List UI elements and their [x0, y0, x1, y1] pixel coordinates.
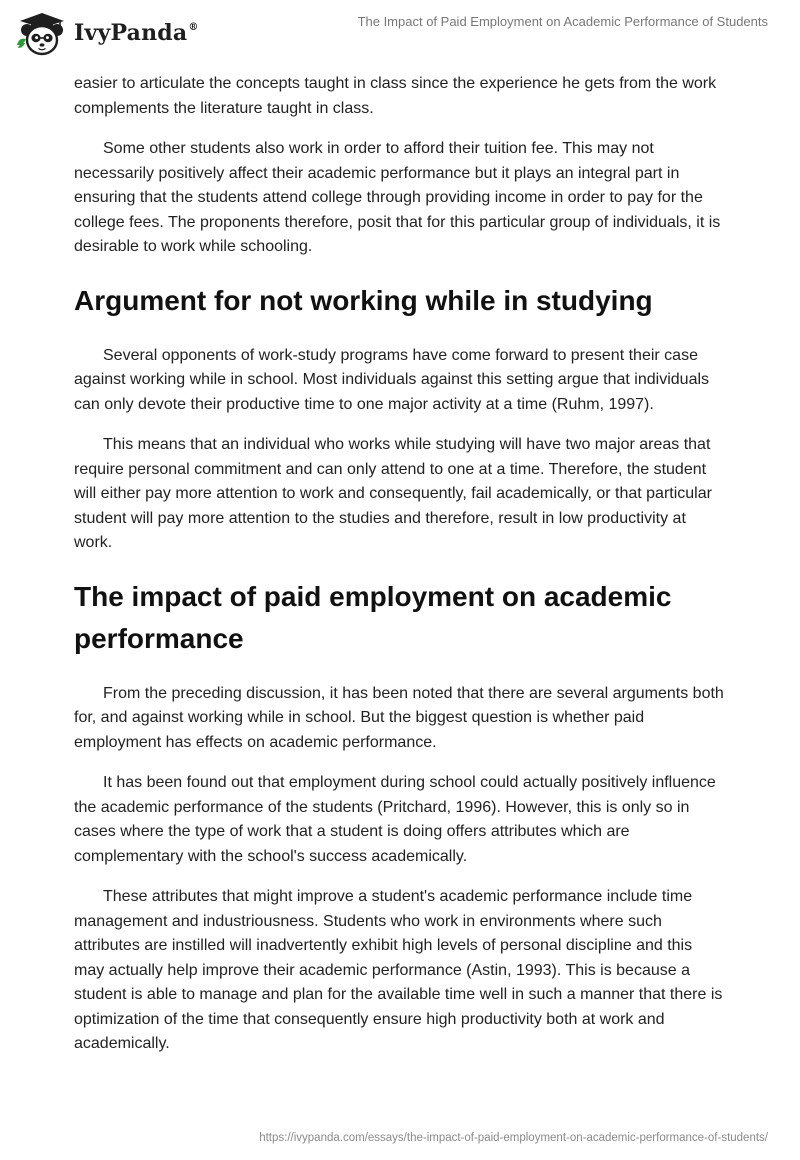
- document-title: The Impact of Paid Employment on Academic Performance of Students: [357, 14, 768, 29]
- panda-graduate-icon: [14, 8, 66, 58]
- paragraph: Some other students also work in order to afford their tuition fee. This may not necessarily positively affect their academic performance but it plays an integral part in ensuring that the students attend college through providing income in order to pay for the college fees. The proponents therefore, posit that for this particular group of individuals, it is desirable to work while schooling.: [74, 140, 721, 255]
- paragraph: It has been found out that employment during school could actually positively influence the academic performance of the students (Pritchard, 1996). However, this is only so in cases where the type of work that a student is doing offers attributes which are complementary with the school's success academically.: [74, 774, 716, 865]
- paragraph: Several opponents of work-study programs have come forward to present their case against working while in school. Most individuals against this setting argue that individuals can only devote their productive time to one major activity at a time (Ruhm, 1997).: [74, 346, 710, 413]
- section-heading-not-working: Argument for not working while in studying: [74, 284, 653, 316]
- paragraph-continued: easier to articulate the concepts taught in class since the experience he gets from the work complements the literature taught in class.: [74, 75, 717, 117]
- paragraph: This means that an individual who works while studying will have two major areas that require personal commitment and can only attend to one at a time. Therefore, the student will either pay more attention to work and consequently, fail academically, or that particular student will pay more attention to the studies and therefore, result in low productivity at work.: [74, 436, 712, 551]
- brand-text: IvyPanda: [74, 20, 188, 46]
- ivypanda-logo[interactable]: [14, 8, 224, 58]
- section-heading-impact: The impact of paid employment on academic performance: [74, 580, 672, 654]
- brand-name: [74, 20, 199, 46]
- paragraph: From the preceding discussion, it has been noted that there are several arguments both for, and against working while in school. But the biggest question is whether paid employment has effects on academic performance.: [74, 684, 724, 751]
- registered-mark: ®: [188, 22, 199, 33]
- source-url[interactable]: https://ivypanda.com/essays/the-impact-of-paid-employment-on-academic-performance-of-students/: [259, 1132, 768, 1144]
- paragraph: These attributes that might improve a student's academic performance include time management and industriousness. Students who work in environments where such attributes are instilled will inadvertently exhibit high levels of personal discipline and this may actually help improve their academic performance (Astin, 1993). This is because a student is able to manage and plan for the available time well in such a manner that there is optimization of the time that consequently ensure high productivity both at work and academically.: [74, 888, 723, 1052]
- page-header: [0, 0, 800, 70]
- essay-content: [74, 72, 726, 1073]
